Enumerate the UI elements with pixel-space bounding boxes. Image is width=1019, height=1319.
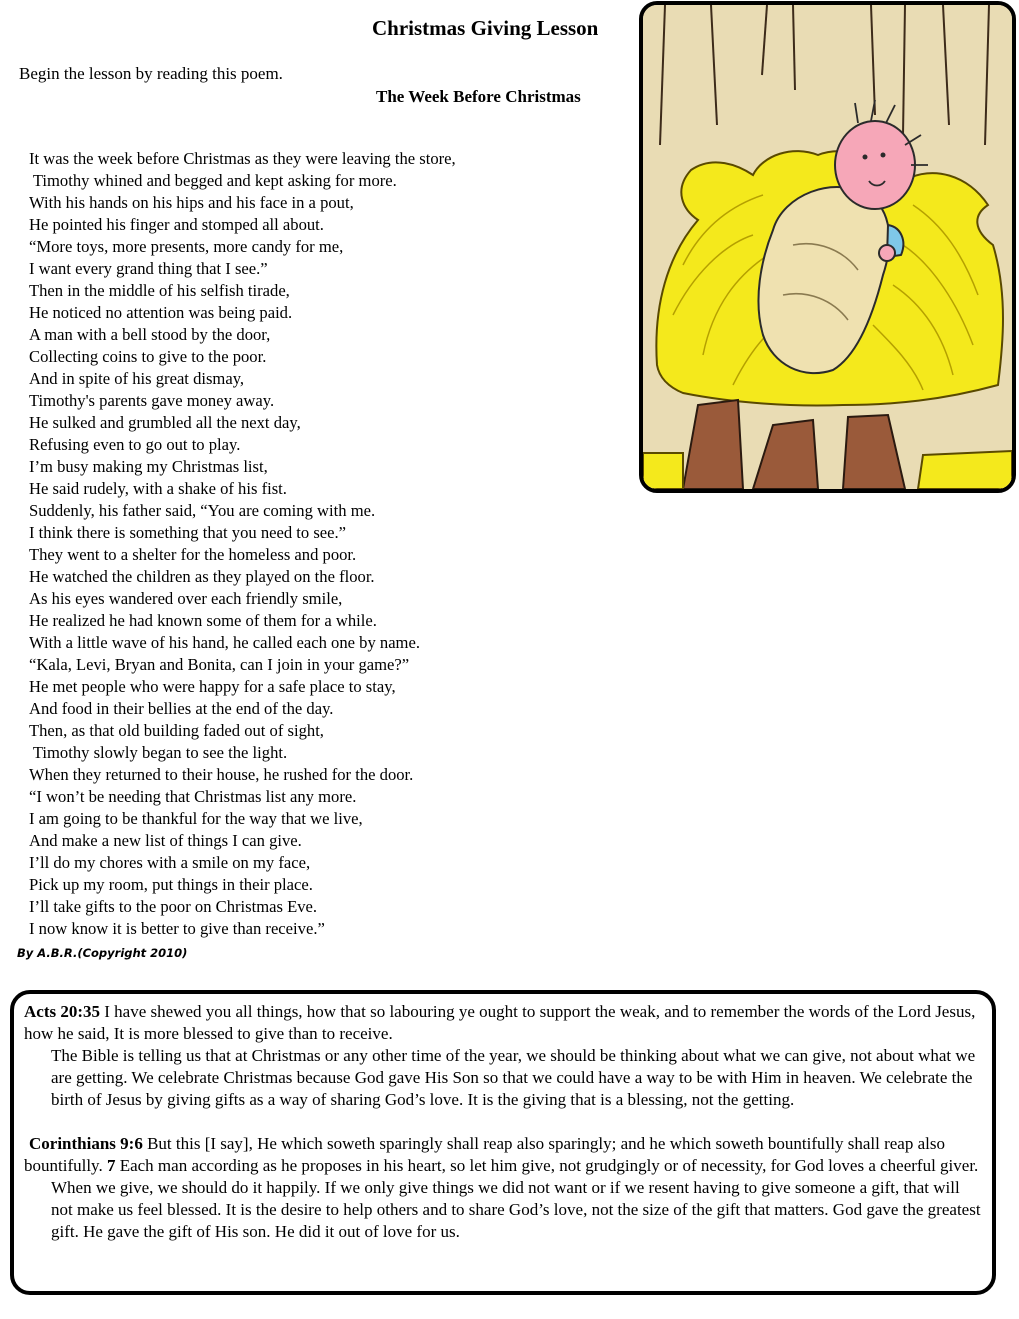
poem-line: “I won’t be needing that Christmas list any more. xyxy=(29,787,357,806)
poem-line: I now know it is better to give than receive.” xyxy=(29,919,325,938)
corinthians-passage xyxy=(24,1133,983,1177)
poem-line: He noticed no attention was being paid. xyxy=(29,303,293,322)
poem-line: They went to a shelter for the homeless and poor. xyxy=(29,545,357,564)
page-title: Christmas Giving Lesson xyxy=(372,16,599,40)
corinthians-reference: Corinthians 9:6 xyxy=(29,1134,143,1153)
poem-line: It was the week before Christmas as they were leaving the store, xyxy=(29,149,456,168)
baby-in-manger-illustration xyxy=(639,1,1016,493)
scripture-lesson-box xyxy=(10,990,996,1295)
poem-line: Collecting coins to give to the poor. xyxy=(29,347,267,366)
poem-line: He met people who were happy for a safe place to stay, xyxy=(29,677,396,696)
corinthians-explanation: When we give, we should do it happily. If we only give things we did not want or if we resent having to give someone a gift, that will not make us feel blessed. It is the desire to help others and to share God’s love, not the size of the gift that matters. God gave the greatest gift. He gave the gift of His son. He did it out of love for us. xyxy=(51,1178,981,1241)
acts-passage xyxy=(24,1001,983,1045)
poem-line: Timothy's parents gave money away. xyxy=(29,391,275,410)
intro-text: Begin the lesson by reading this poem. xyxy=(19,64,283,83)
corinthians-verse-text-2: Each man according as he proposes in his heart, so let him give, not grudgingly or of necessity, for God loves a cheerful giver. xyxy=(115,1156,979,1175)
acts-reference: Acts 20:35 xyxy=(24,1002,101,1021)
poem-title: The Week Before Christmas xyxy=(376,87,581,106)
poem-line: Timothy whined and begged and kept asking for more. xyxy=(29,171,397,190)
poem-line: Pick up my room, put things in their place. xyxy=(29,875,313,894)
poem-line: I’m busy making my Christmas list, xyxy=(29,457,268,476)
poem-line: And make a new list of things I can give. xyxy=(29,831,302,850)
manger-drawing xyxy=(643,5,1012,489)
poem-line: He said rudely, with a shake of his fist. xyxy=(29,479,287,498)
poem-line: Timothy slowly began to see the light. xyxy=(29,743,288,762)
poem-line: I’ll do my chores with a smile on my face, xyxy=(29,853,311,872)
acts-explanation: The Bible is telling us that at Christmas or any other time of the year, we should be thinking about what we can give, not about what we are getting. We celebrate Christmas because God gave His Son so that we could have a way to be with Him in heaven. We celebrate the birth of Jesus by giving gifts as a way of sharing God’s love. It is the giving that is a blessing, not the getting. xyxy=(51,1046,976,1109)
poem-line: With his hands on his hips and his face in a pout, xyxy=(29,193,354,212)
poem-line: Then, as that old building faded out of sight, xyxy=(29,721,324,740)
poem-line: He pointed his finger and stomped all about. xyxy=(29,215,324,234)
poem-line: Suddenly, his father said, “You are coming with me. xyxy=(29,501,376,520)
poem-line: And in spite of his great dismay, xyxy=(29,369,245,388)
poem-line: With a little wave of his hand, he called each one by name. xyxy=(29,633,420,652)
poem-line: I’ll take gifts to the poor on Christmas Eve. xyxy=(29,897,318,916)
poem-line: I am going to be thankful for the way that we live, xyxy=(29,809,363,828)
poem-line: As his eyes wandered over each friendly smile, xyxy=(29,589,343,608)
corinthians-verse-text: But this [I say], He which soweth sparingly shall reap also sparingly; and he which soweth bountifully shall reap also bountifully. xyxy=(24,1134,945,1175)
poem-line: Then in the middle of his selfish tirade, xyxy=(29,281,290,300)
poem-line: When they returned to their house, he rushed for the door. xyxy=(29,765,414,784)
poem-line: “Kala, Levi, Bryan and Bonita, can I join in your game?” xyxy=(29,655,410,674)
poem-line: “More toys, more presents, more candy for me, xyxy=(29,237,344,256)
poem-line: And food in their bellies at the end of the day. xyxy=(29,699,334,718)
poem-line: He watched the children as they played on the floor. xyxy=(29,567,375,586)
paragraph-gap xyxy=(24,1111,983,1133)
poem-line: Refusing even to go out to play. xyxy=(29,435,241,454)
poem-line: I want every grand thing that I see.” xyxy=(29,259,268,278)
poem-line: He sulked and grumbled all the next day, xyxy=(29,413,301,432)
poem-line: He realized he had known some of them for a while. xyxy=(29,611,377,630)
acts-verse-text: I have shewed you all things, how that so labouring ye ought to support the weak, and to remember the words of the Lord Jesus, how he said, It is more blessed to give than to receive. xyxy=(24,1002,976,1043)
poem xyxy=(29,148,629,940)
verse-number: 7 xyxy=(106,1156,116,1175)
poem-line: I think there is something that you need to see.” xyxy=(29,523,347,542)
poem-byline: By A.B.R.(Copyright 2010) xyxy=(17,946,188,960)
poem-line: A man with a bell stood by the door, xyxy=(29,325,271,344)
